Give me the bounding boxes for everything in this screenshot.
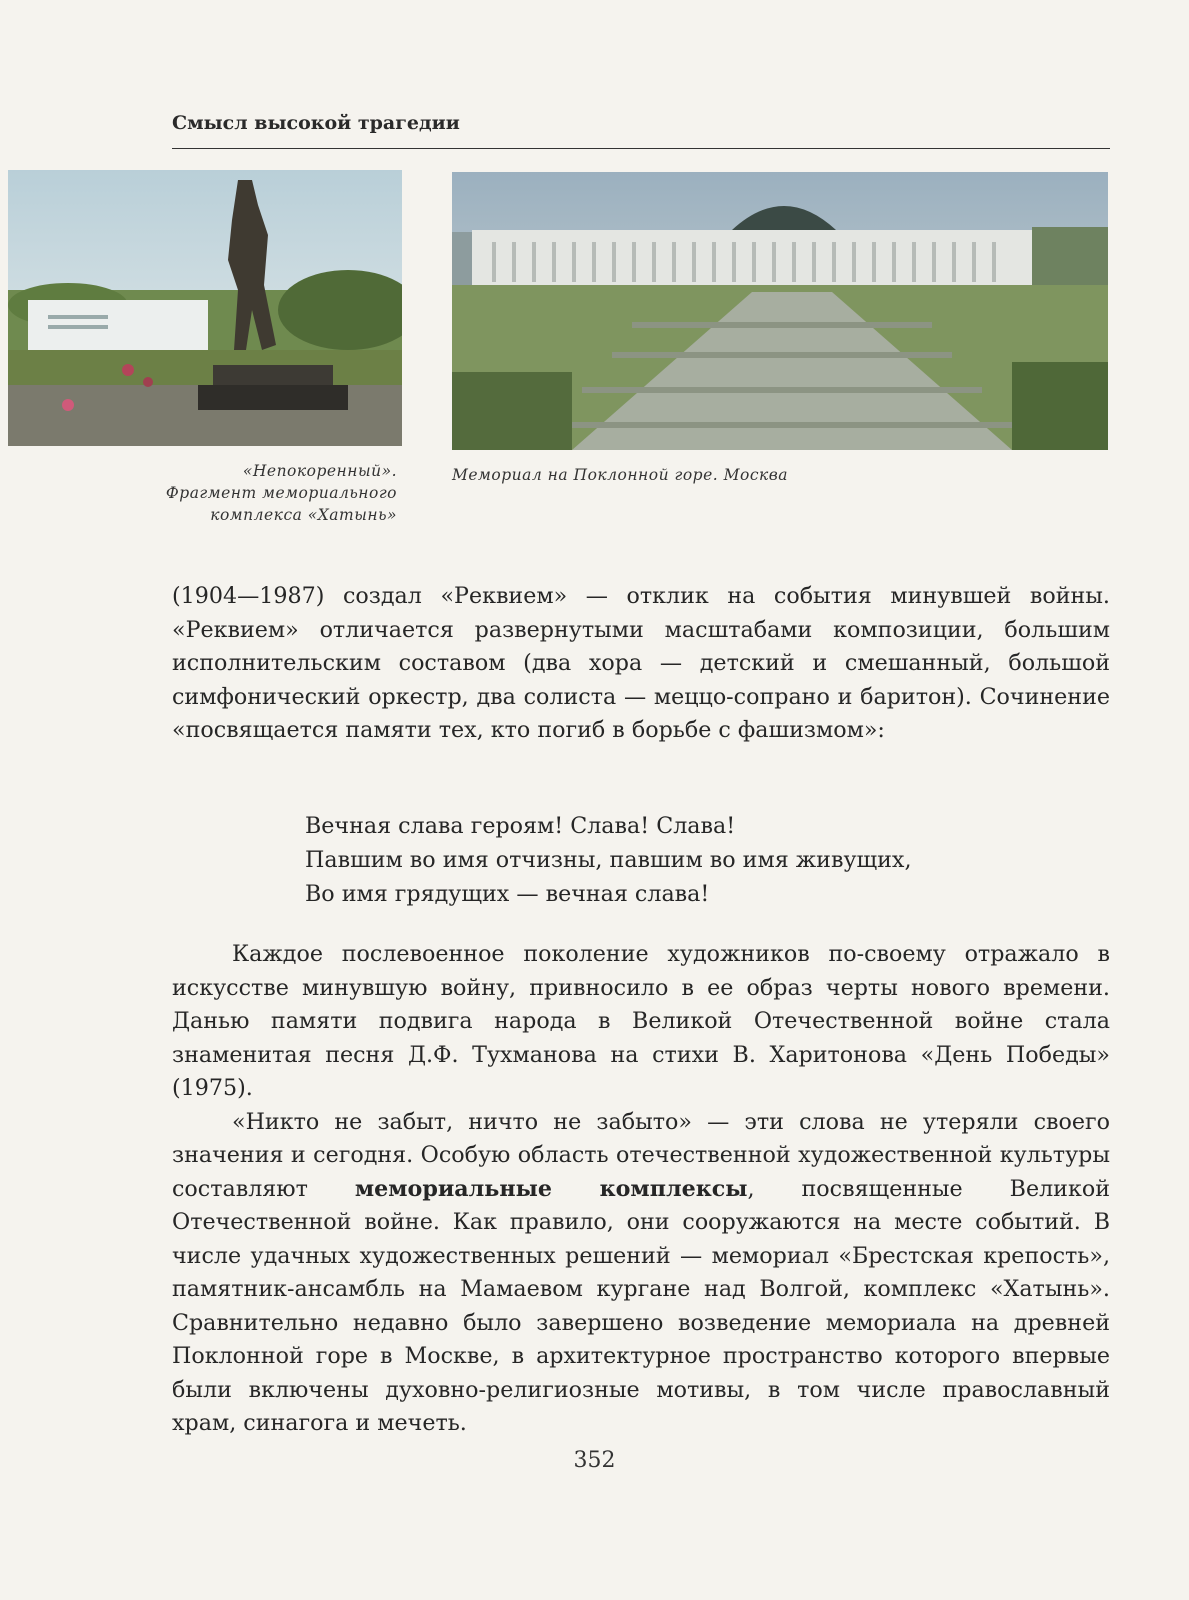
paragraph-group — [172, 938, 1110, 1441]
running-title: Смысл высокой трагедии — [172, 112, 460, 134]
verse-line: Павшим во имя отчизны, павшим во имя живущих, — [305, 847, 912, 873]
paragraph — [172, 580, 1110, 748]
khatyn-memorial-photo — [8, 170, 402, 446]
header-rule — [172, 148, 1110, 149]
bold-term: мемориальные комплексы — [354, 1175, 748, 1202]
caption-khatyn — [97, 460, 397, 526]
poklonnaya-hill-memorial-photo — [452, 172, 1108, 450]
caption-line: Фрагмент мемориального — [165, 484, 397, 502]
caption-line: «Непокоренный». — [242, 462, 397, 480]
verse-line: Во имя грядущих — вечная слава! — [305, 881, 710, 907]
paragraph-text-run: , посвященные Великой Отечественной войне. Как правило, они сооружаются на месте событий. В числе удачных художественных решений — мемориал «Брестская крепость», памятник-ансамбль на Мамаевом кургане над Волгой, комплекс «Хатынь». Сравнительно недавно было завершено возведение мемориала на древней Поклонной горе в Москве, в архитектурное пространство которого впервые были включены духовно-религиозные мотивы, в том числе православный храм, синагога и мечеть. — [172, 1175, 1110, 1436]
caption-poklonnaya: Мемориал на Поклонной горе. Москва — [452, 466, 789, 484]
paragraph-text: (1904—1987) создал «Реквием» — отклик на события минувшей войны. «Реквием» отличается развернутыми масштабами композиции, большим исполнительским составом (два хора — детский и смешанный, большой симфонический оркестр, два солиста — меццо-сопрано и баритон). Сочинение «посвящается памяти тех, кто погиб в борьбе с фашизмом»: — [172, 583, 1110, 743]
page-number: 352 — [573, 1448, 616, 1473]
paragraph-text — [172, 1106, 1110, 1441]
paragraph-text: Каждое послевоенное поколение художников по-своему отражало в искусстве минувшую войну, привносило в ее образ черты нового времени. Данью памяти подвига народа в Великой Отечественной войне стала знаменитая песня Д.Ф. Тухманова на стихи В. Харитонова «День Победы» (1975). — [172, 941, 1110, 1101]
caption-line: комплекса «Хатынь» — [210, 506, 397, 524]
paragraph-text-run: «Никто не забыт, ничто не забыто» — эти слова не утеряли своего значения и сегодня. Особую область отечественной художественной культуры составляют — [172, 1108, 1110, 1202]
verse-line: Вечная слава героям! Слава! Слава! — [305, 813, 736, 839]
verse-block — [305, 809, 912, 911]
